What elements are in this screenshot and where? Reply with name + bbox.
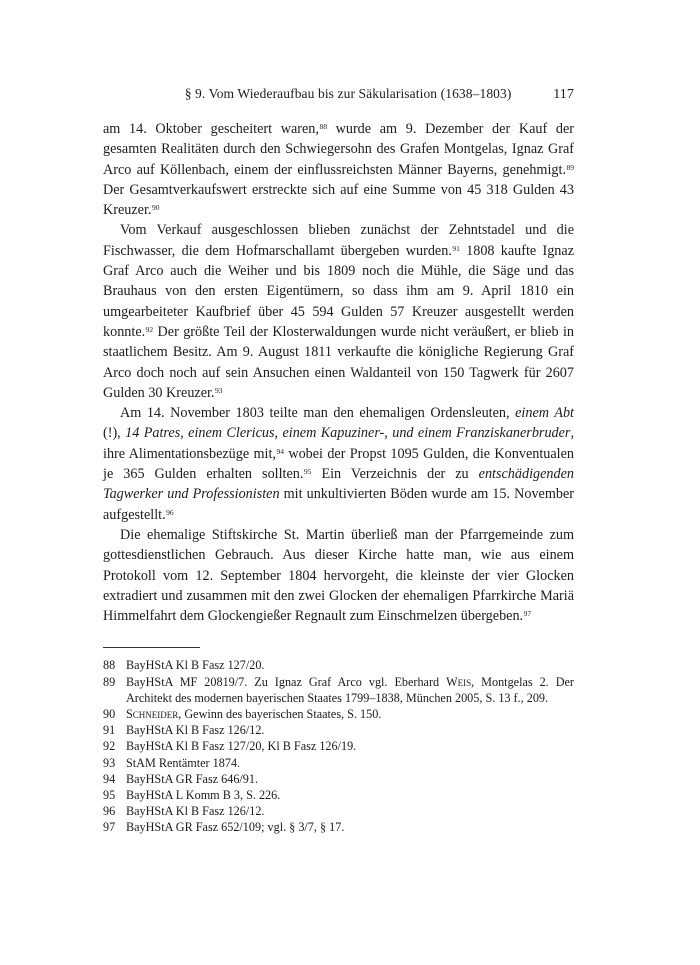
text-run: am 14. Oktober gescheitert waren,: [103, 121, 319, 137]
footnote: [103, 706, 574, 722]
text-run: BayHStA GR Fasz 646/91.: [126, 771, 259, 786]
page: [103, 86, 574, 836]
text-run: Am 14. November 1803 teilte man den ehemaligen Ordensleuten,: [120, 405, 516, 422]
text-run: , Gewinn des bayerischen Staates, S. 150.: [178, 707, 382, 722]
footnote-number: 95: [103, 788, 116, 803]
footnote-text: [126, 674, 574, 706]
footnote-number: 96: [103, 804, 116, 819]
text-run: 1808 kaufte Ignaz Graf Arco auch die Weiher und bis 1809 noch die Mühle, die Säge und das Brauhaus von den ersten Eigentümern, so dass ihm am 9. April 1810 ein umgearbeiteter Kaufbrief über 45 594 Gulden 57 Kreuzer ausgestellt werden konnte.: [103, 242, 574, 340]
running-header: [103, 86, 574, 103]
footnote-ref: 95: [303, 467, 312, 477]
paragraph: [103, 220, 574, 403]
footnote-ref: 90: [151, 203, 160, 213]
footnote-number: 89: [103, 674, 116, 689]
text-run: BayHStA GR Fasz 652/109; vgl. § 3/7, § 17.: [126, 820, 345, 835]
footnotes: [103, 657, 574, 835]
text-run: BayHStA MF 20819/7. Zu Ignaz Graf Arco vgl. Eberhard: [126, 674, 447, 689]
footnote-text: [126, 771, 574, 787]
author-name: Schneider: [126, 707, 179, 722]
italic-text: 14 Patres, einem Clericus, einem Kapuziner-, und einem Franziskanerbruder: [125, 425, 571, 442]
footnote: [103, 657, 574, 673]
text-run: mit unkultivierten Böden wurde am 15. November aufgestellt.: [103, 486, 574, 523]
footnote: [103, 787, 574, 803]
footnote: [103, 674, 574, 706]
text-run: Der Gesamtverkaufswert erstreckte sich auf eine Summe von 45 318 Gulden 43 Kreuzer.: [103, 181, 574, 219]
text-run: , Montgelas 2. Der Architekt des modernen bayerischen Staates 1799–1838, München 2005, S. 13 f., 209.: [126, 674, 574, 705]
text-run: Vom Verkauf ausgeschlossen blieben zunächst der Zehntstadel und die Fischwasser, die dem Hofmarschallamt übergeben wurden.: [103, 222, 574, 259]
footnote-ref: 91: [452, 243, 460, 253]
text-run: BayHStA Kl B Fasz 127/20.: [126, 658, 265, 673]
footnote: [103, 803, 574, 819]
text-run: wobei der Propst 1095 Gulden, die Konventualen je 365 Gulden erhalten sollten.: [103, 445, 574, 483]
footnote-number: 88: [103, 658, 116, 673]
footnote: [103, 819, 574, 835]
footnote-ref: 93: [215, 385, 223, 395]
footnote-text: [126, 738, 574, 754]
footnote-rule: [103, 647, 200, 648]
footnote-text: [126, 755, 574, 771]
text-run: Der größte Teil der Klosterwaldungen wurde nicht veräußert, er blieb in staatlichem Besitz. Am 9. August 1811 verkaufte die königliche Regierung Graf Arco doch noch auf sein Ansuchen einen Waldanteil von 150 Tagwerk für 2607 Gulden 30 Kreuzer.: [103, 323, 574, 401]
footnote-text: [126, 819, 574, 835]
footnote-number: 92: [103, 739, 116, 754]
paragraph: [103, 525, 574, 626]
body-text: [103, 119, 574, 626]
text-run: , ihre Alimentationsbezüge mit,: [103, 425, 574, 462]
footnote-ref: 89: [566, 162, 574, 172]
text-run: BayHStA Kl B Fasz 126/12.: [126, 723, 265, 738]
footnote-ref: 94: [276, 446, 284, 456]
footnote-number: 97: [103, 820, 116, 835]
footnote-ref: 96: [166, 507, 174, 517]
footnote-number: 94: [103, 771, 116, 786]
paragraph: [103, 403, 574, 525]
text-run: (!),: [103, 425, 126, 442]
footnote-text: [126, 657, 574, 673]
footnote: [103, 755, 574, 771]
footnote-ref: 92: [145, 324, 154, 334]
footnote-number: 91: [103, 723, 116, 738]
footnote-text: [126, 722, 574, 738]
text-run: BayHStA Kl B Fasz 127/20, Kl B Fasz 126/19.: [126, 739, 357, 754]
paragraph: [103, 119, 574, 220]
text-run: wurde am 9. Dezember der Kauf der gesamten Realitäten durch den Schwiegersohn des Grafen Montgelas, Ignaz Graf Arco auf Köllenbach, einem der einflussreichsten Männer Bayerns, genehmigt.: [103, 121, 574, 178]
page-number: 117: [553, 87, 574, 102]
italic-text: entschädigenden Tagwerker und Professionisten: [103, 466, 574, 503]
footnote-number: 90: [103, 707, 116, 722]
author-name: Weis: [446, 674, 472, 689]
text-run: Die ehemalige Stiftskirche St. Martin überließ man der Pfarrgemeinde zum gottesdienstlichen Gebrauch. Aus dieser Kirche hatte man, wie aus einem Protokoll vom 12. September 1804 hervorgeht, die kleinste der vier Glocken extradiert und zusammen mit den zwei Glocken der ehemaligen Pfarrkirche Mariä Himmelfahrt dem Glockengießer Regnault zum Einschmelzen übergeben.: [103, 526, 574, 625]
footnote: [103, 771, 574, 787]
footnote: [103, 738, 574, 754]
text-run: StAM Rentämter 1874.: [126, 755, 241, 770]
footnote-text: [126, 787, 574, 803]
footnote-text: [126, 706, 574, 722]
footnote-ref: 97: [523, 609, 532, 619]
footnote: [103, 722, 574, 738]
footnote-text: [126, 803, 574, 819]
running-title: § 9. Vom Wiederaufbau bis zur Säkularisation (1638–1803): [184, 86, 512, 101]
footnote-number: 93: [103, 755, 116, 770]
footnote-ref: 88: [319, 122, 327, 131]
text-run: BayHStA L Komm B 3, S. 226.: [126, 788, 281, 803]
text-run: Ein Verzeichnis der zu: [311, 466, 479, 483]
italic-text: einem Abt: [515, 405, 575, 422]
text-run: BayHStA Kl B Fasz 126/12.: [126, 804, 265, 819]
